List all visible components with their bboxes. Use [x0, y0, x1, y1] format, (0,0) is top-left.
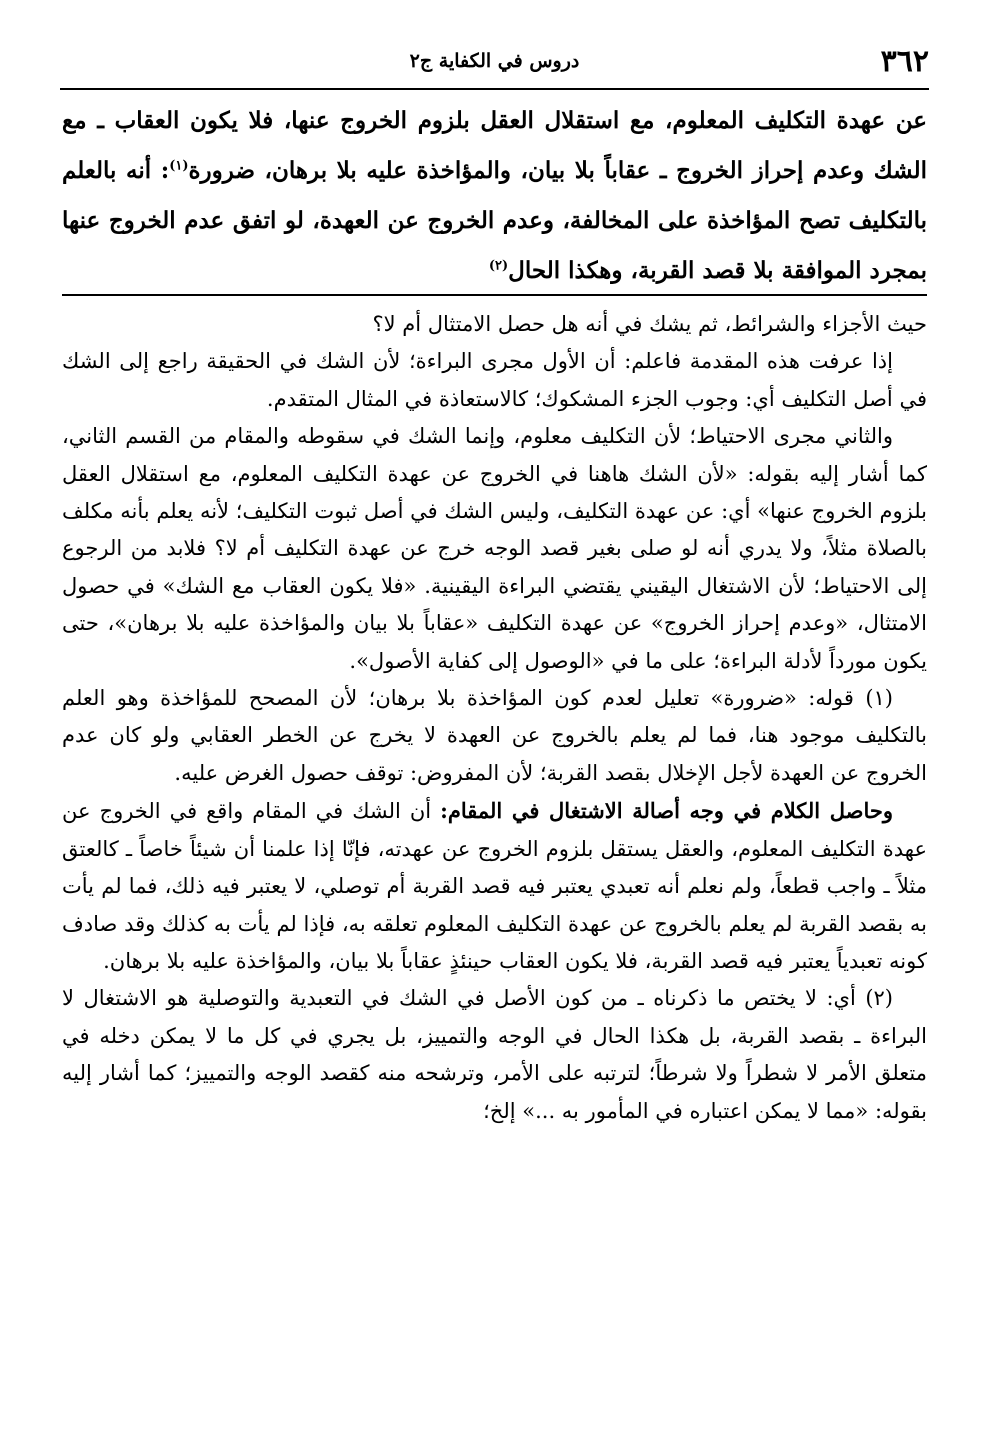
footnote-1: (١) قوله: «ضرورة» تعليل لعدم كون المؤاخذة بلا برهان؛ لأن المصحح للمؤاخذة وهو العلم بالتكليف موجود هنا، فما لم يعلم بالخروج عن العهدة لا يخرج عن الخطر العقابي ولو كان عدم الخروج عن العهدة لأجل الإخلال بقصد القربة؛ لأن المفروض: توقف حصول الغرض عليه.: [62, 686, 927, 785]
header-rule: [60, 88, 929, 90]
commentary-paragraph-2: إذا عرفت هذه المقدمة فاعلم: أن الأول مجرى البراءة؛ لأن الشك في الحقيقة راجع إلى الشك في أصل التكليف أي: وجوب الجزء المشكوك؛ كالاستعاذة في المثال المتقدم.: [62, 349, 927, 411]
footnote-ref-1: (١): [169, 158, 189, 174]
footnote-2: (٢) أي: لا يختص ما ذكرناه ـ من كون الأصل في الشك في التعبدية والتوصلية هو الاشتغال لا البراءة ـ بقصد القربة، بل هكذا الحال في الوجه والتمييز، بل يجري في كل ما لا يمكن دخله في متعلق الأمر لا شطراً ولا شرطاً؛ لترتبه على الأمر، وترشحه منه كقصد الوجه والتمييز؛ كما أشار إليه بقوله: «مما لا يمكن اعتباره في المأمور به ...» إلخ؛: [62, 986, 927, 1123]
main-text-part-2: : أنه بالعلم بالتكليف تصح المؤاخذة على المخالفة، وعدم الخروج عن العهدة، لو اتفق عدم الخروج عنها بمجرد الموافقة بلا قصد القربة، وهكذا الحال: [62, 157, 927, 284]
summary-body: أن الشك في المقام واقع في الخروج عن عهدة التكليف المعلوم، والعقل يستقل بلزوم الخروج عن عهدته، فإنّا إذا علمنا أن شيئاً خاصاً ـ كالعتق مثلاً ـ واجب قطعاً، ولم نعلم أنه تعبدي يعتبر فيه قصد القربة أم توصلي، لا يعتبر فيه ذلك، فما لم يأت به بقصد القربة لم يعلم بالخروج عن عهدة التكليف المعلوم تعلقه به، فإذا لم يأت به كذلك وقد صادف كونه تعبدياً يعتبر فيه قصد القربة، فلا يكون العقاب حينئذٍ عقاباً بلا بيان، والمؤاخذة عليه بلا برهان.: [62, 799, 927, 973]
commentary-paragraph-1: حيث الأجزاء والشرائط، ثم يشك في أنه هل حصل الامتثال أم لا؟: [372, 312, 927, 336]
main-text: [62, 96, 927, 296]
footnote-ref-2: (٢): [488, 258, 509, 274]
page-number: ٣٦٢: [880, 44, 929, 79]
commentary: [62, 306, 927, 1130]
page-header: [60, 42, 929, 82]
summary-paragraph: [62, 792, 927, 980]
main-text-part-1: عن عهدة التكليف المعلوم، مع استقلال العقل بلزوم الخروج عنها، فلا يكون العقاب ـ مع الشك وعدم إحراز الخروج ـ عقاباً بلا بيان، والمؤاخذة عليه بلا برهان، ضرورة: [62, 107, 927, 184]
text-divider: [62, 294, 927, 296]
running-title: دروس في الكفاية ج٢: [409, 50, 580, 72]
summary-lead: وحاصل الكلام في وجه أصالة الاشتغال في المقام:: [440, 798, 893, 824]
commentary-paragraph-3: والثاني مجرى الاحتياط؛ لأن التكليف معلوم، وإنما الشك في سقوطه والمقام من القسم الثاني، كما أشار إليه بقوله: «لأن الشك هاهنا في الخروج عن عهدة التكليف المعلوم، مع استقلال العقل بلزوم الخروج عنها» أي: عن عهدة التكليف، وليس الشك في أصل ثبوت التكليف؛ لأنه يعلم بأنه مكلف بالصلاة مثلاً، ولا يدري أنه لو صلى بغير قصد الوجه خرج عن عهدة التكليف أم لا؟ فلابد من الرجوع إلى الاحتياط؛ لأن الاشتغال اليقيني يقتضي البراءة اليقينية. «فلا يكون العقاب مع الشك» في حصول الامتثال، «وعدم إحراز الخروج» عن عهدة التكليف «عقاباً بلا بيان والمؤاخذة عليه بلا برهان»، حتى يكون مورداً لأدلة البراءة؛ على ما في «الوصول إلى كفاية الأصول».: [62, 424, 927, 673]
